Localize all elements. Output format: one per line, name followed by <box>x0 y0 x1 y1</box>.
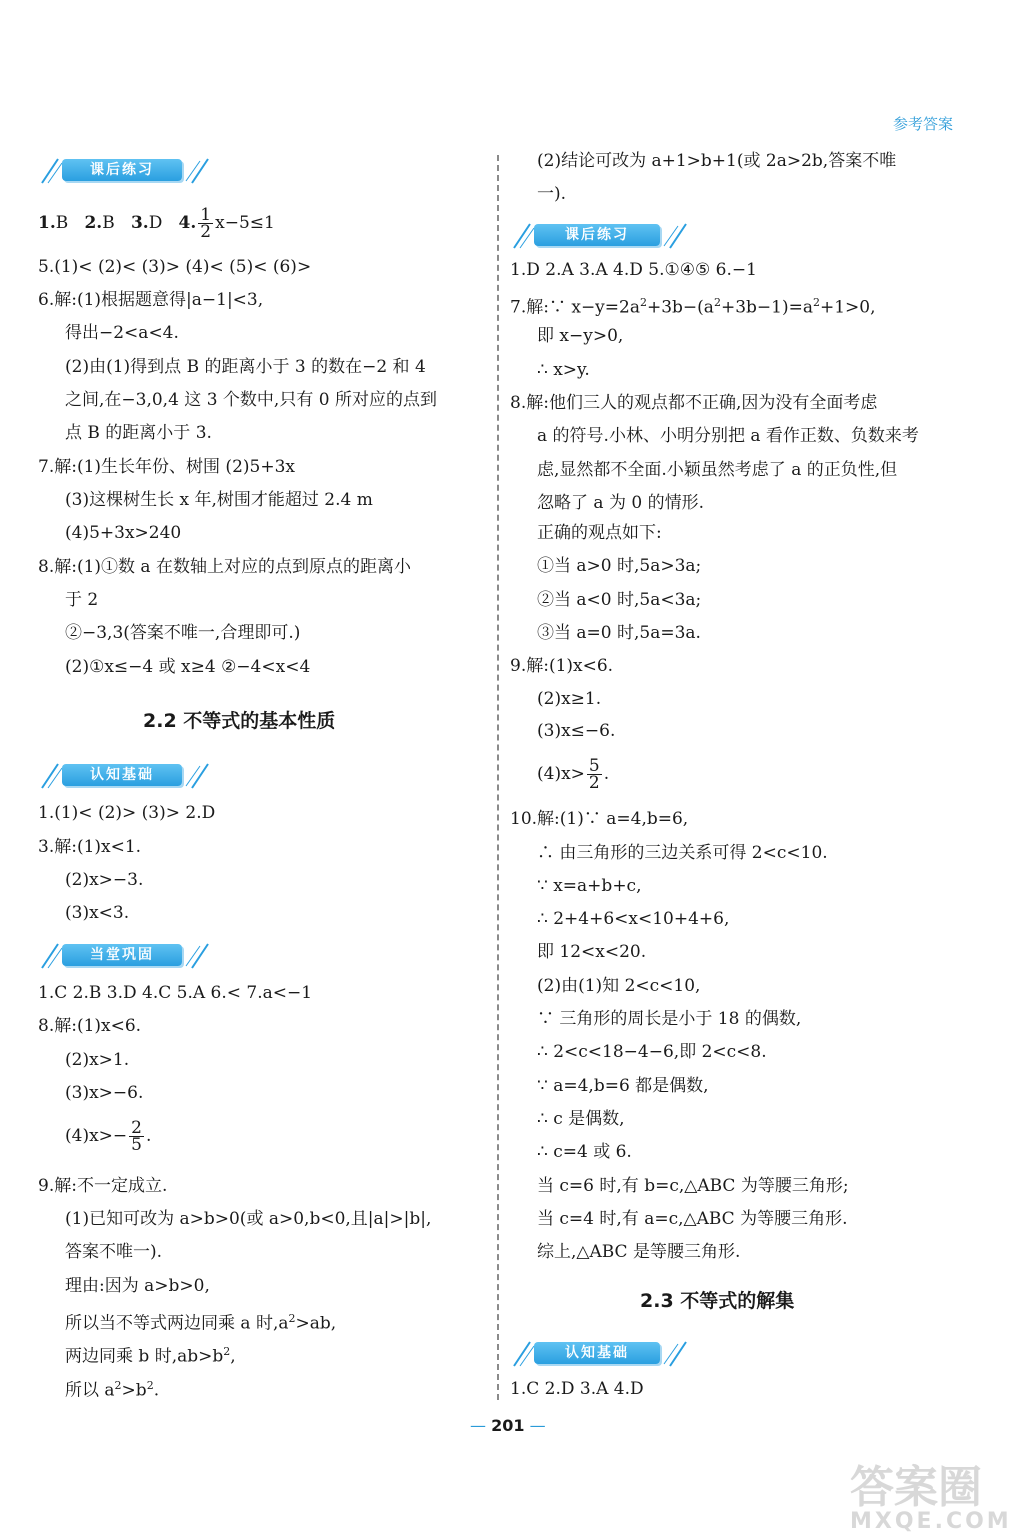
answer-line: 理由:因为 a>b>0, <box>65 1276 210 1296</box>
answer-line: ∴ 由三角形的三边关系可得 2<c<10. <box>537 843 828 863</box>
badge-label: 课后练习 <box>62 159 182 181</box>
answer-line: (3)x≤−6. <box>537 721 616 741</box>
answer-line: ∴ 2<c<18−4−6,即 2<c<8. <box>537 1042 767 1062</box>
answer-line: 即 12<x<20. <box>537 942 647 962</box>
answer-line: 7.解:∵ $x-y=2a^2+3b-(a^2+3b-1)=a^2+1>0$, <box>510 296 876 318</box>
answer-line: 正确的观点如下: <box>537 523 662 543</box>
badge-renzhi <box>40 760 210 790</box>
answer-line: 所以 $a^2>b^2$. <box>65 1379 160 1401</box>
badge-kehou <box>512 220 682 250</box>
badge-renzhi <box>512 1338 682 1368</box>
answer-line: ②当 a<0 时,5a<3a; <box>537 590 702 610</box>
answer-line: 1.B 2.B 3.D 4. $\frac{1}{2}$ x−5≤1 <box>38 205 275 242</box>
page-header: 参考答案 <box>892 115 953 133</box>
answer-line: 9.解:(1)x<6. <box>510 656 614 676</box>
answer-line: ∵ a=4,b=6 都是偶数, <box>537 1076 709 1096</box>
section-title-2-3: 2.3 不等式的解集 <box>640 1290 795 1312</box>
answer-line: 一). <box>537 184 567 204</box>
answer-line: (3)x<3. <box>65 903 130 923</box>
fraction: $\frac{1}{2}$ <box>200 205 212 242</box>
answer-line: ∵ 三角形的周长是小于 18 的偶数, <box>537 1009 802 1029</box>
section-title-2-2: 2.2 不等式的基本性质 <box>143 710 336 732</box>
fraction: $\frac{5}{2}$ <box>588 756 600 793</box>
answer-line: 之间,在−3,0,4 这 3 个数中,只有 0 所对应的点到 <box>65 390 437 410</box>
answer-line: ①当 a>0 时,5a>3a; <box>537 556 702 576</box>
answer-line: 8.解:(1)①数 a 在数轴上对应的点到原点的距离小 <box>38 557 411 577</box>
answer-line: (2)x>1. <box>65 1050 130 1070</box>
answer-line: ②−3,3(答案不唯一,合理即可.) <box>65 623 301 643</box>
badge-label: 课后练习 <box>534 224 660 246</box>
answer-line: ∴ 2+4+6<x<10+4+6, <box>537 909 730 929</box>
answer-line: 1.C 2.D 3.A 4.D <box>510 1379 644 1399</box>
answer-line: 综上,△ABC 是等腰三角形. <box>537 1242 741 1262</box>
answer-line: ∵ x=a+b+c, <box>537 876 642 896</box>
watermark-logo: 答案圈 MXQE.COM <box>850 1462 1012 1534</box>
answer-line: 5.(1)< (2)< (3)> (4)< (5)< (6)> <box>38 257 312 277</box>
answer-line: ∴ x>y. <box>537 360 590 380</box>
answer-line: (2)结论可改为 a+1>b+1(或 2a>2b,答案不唯 <box>537 151 897 171</box>
answer-line: (4)x>− $\frac{2}{5}$ . <box>65 1118 152 1155</box>
answer-line: 1.C 2.B 3.D 4.C 5.A 6.< 7.a<−1 <box>38 983 313 1003</box>
answer-line: 9.解:不一定成立. <box>38 1176 168 1196</box>
answer-line: 8.解:(1)x<6. <box>38 1016 142 1036</box>
answer-line: 忽略了 a 为 0 的情形. <box>537 493 704 513</box>
answer-line: (4)5+3x>240 <box>65 523 182 543</box>
answer-line: 1.(1)< (2)> (3)> 2.D <box>38 803 216 823</box>
answer-line: 7.解:(1)生长年份、树围 (2)5+3x <box>38 457 295 477</box>
answer-line: (2)由(1)得到点 B 的距离小于 3 的数在−2 和 4 <box>65 357 426 377</box>
answer-line: ③当 a=0 时,5a=3a. <box>537 623 701 643</box>
answer-line: 即 x−y>0, <box>537 326 624 346</box>
answer-line: 6.解:(1)根据题意得|a−1|<3, <box>38 290 264 310</box>
answer-line: (1)已知可改为 a>b>0(或 a>0,b<0,且|a|>|b|, <box>65 1209 432 1229</box>
badge-label: 认知基础 <box>534 1342 660 1364</box>
answer-line: ∴ c=4 或 6. <box>537 1142 632 1162</box>
page-number: — 201 — <box>470 1416 546 1435</box>
answer-line: (4)x> $\frac{5}{2}$ . <box>537 756 610 793</box>
answer-line: (3)x>−6. <box>65 1083 144 1103</box>
answer-line: 当 c=4 时,有 a=c,△ABC 为等腰三角形. <box>537 1209 848 1229</box>
answer-line: 所以当不等式两边同乘 a 时$,a^2>ab$, <box>65 1312 337 1334</box>
answer-line: (3)这棵树生长 x 年,树围才能超过 2.4 m <box>65 490 373 510</box>
badge-label: 当堂巩固 <box>62 944 182 966</box>
answer-line: 3.解:(1)x<1. <box>38 837 142 857</box>
answer-line: (2)由(1)知 2<c<10, <box>537 976 701 996</box>
column-divider <box>497 155 499 1400</box>
answer-line: 于 2 <box>65 590 99 610</box>
answer-line: 得出−2<a<4. <box>65 323 179 343</box>
answer-line: 虑,显然都不全面.小颖虽然考虑了 a 的正负性,但 <box>537 460 898 480</box>
answer-line: 当 c=6 时,有 b=c,△ABC 为等腰三角形; <box>537 1176 849 1196</box>
answer-line: 1.D 2.A 3.A 4.D 5.①④⑤ 6.−1 <box>510 260 757 280</box>
answer-line: 两边同乘 b 时$,ab>b^2$, <box>65 1345 236 1367</box>
answer-line: (2)x>−3. <box>65 870 144 890</box>
answer-line: 点 B 的距离小于 3. <box>65 423 212 443</box>
fraction: $\frac{2}{5}$ <box>131 1118 142 1155</box>
badge-label: 认知基础 <box>62 764 182 786</box>
badge-kehou <box>40 155 210 185</box>
answer-line: 答案不唯一). <box>65 1242 163 1262</box>
answer-line: (2)x≥1. <box>537 689 602 709</box>
answer-line: (2)①x≤−4 或 x≥4 ②−4<x<4 <box>65 657 311 677</box>
answer-line: ∴ c 是偶数, <box>537 1109 625 1129</box>
badge-dangtang <box>40 940 210 970</box>
answer-line: a 的符号.小林、小明分别把 a 看作正数、负数来考 <box>537 426 919 446</box>
answer-line: 8.解:他们三人的观点都不正确,因为没有全面考虑 <box>510 393 878 413</box>
answer-line: 10.解:(1)∵ a=4,b=6, <box>510 809 689 829</box>
